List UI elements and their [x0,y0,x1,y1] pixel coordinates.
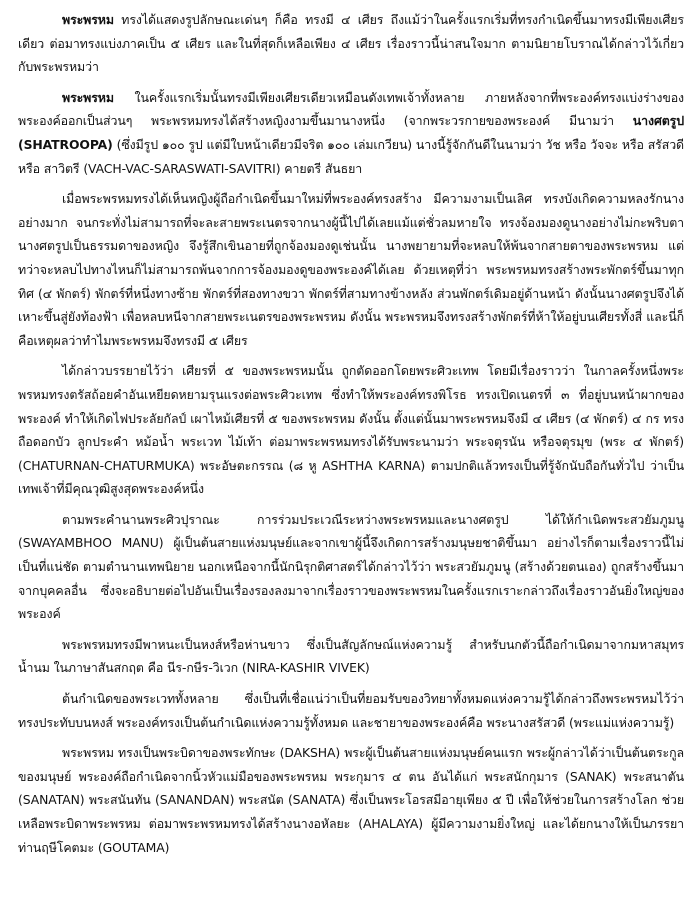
paragraph-8 [18,741,684,859]
paragraph-text: ทรงได้แสดงรูปลักษณะเด่นๆ ก็คือ ทรงมี ๔ เศียร ถึงแม้ว่าในครั้งแรกเริ่มที่ทรงกำเนิดขึ้นมาทรงมีเพียงเศียรเดียว ต่อมาทรงแบ่งภาคเป็น ๕ เศียร และในที่สุดก็เหลือเพียง ๔ เศียร เรื่องราวนี้น่าสนใจมาก ตามนิยายโบราณได้กล่าวไว้เกี่ยวกับพระพรหมว่า [18,12,684,75]
paragraph-text: ได้กล่าวบรรยายไว้ว่า เศียรที่ ๕ ของพระพรหมนั้น ถูกตัดออกโดยพระศิวะเทพ โดยมีเรื่องราวว่า ในกาลครั้งหนึ่งพระพรหมทรงตรัสถ้อยคำอันเหยียดหยามรุนแรงต่อพระศิวะเทพ ซึ่งทำให้พระองค์ทรงพิโรธ ทรงเปิดเนตรที่ ๓ ที่อยู่บนหน้าผากของพระองค์ ทำให้เกิดไฟประลัยกัลป์ เผาไหม้เศียรที่ ๕ ของพระพรหม ดังนั้น ตั้งแต่นั้นมาพระพรหมจึงมี ๔ เศียร (๔ พักตร์) ๔ กร ทรงถือดอกบัว ลูกประคำ หม้อน้ำ พระเวท ไม้เท้า ต่อมาพระพรหมทรงได้รับพระนามว่า พระจตุรนัน หรือจตุรมุข (พระ ๔ พักตร์) (CHATURNAN-CHATURMUKA) พระอัษตะกรรณ (๘ หู ASHTHA KARNA) ตามปกติแล้วทรงเป็นที่รู้จักนับถือกันทั่วไป ว่าเป็นเทพเจ้าที่มีคุณวุฒิสูงสุดพระองค์หนึ่ง [18,363,684,497]
bold-term: พระพรหม [62,12,114,27]
paragraph-text: ต้นกำเนิดของพระเวททั้งหลาย ซึ่งเป็นที่เชื่อแน่ว่าเป็นที่ยอมรับของวิทยาทั้งหมดแห่งความรู้ได้กล่าวถึงพระพรหมไว้ว่า ทรงประทับบนหงส์ พระองค์ทรงเป็นต้นกำเนิดแห่งความรู้ทั้งหมด และชายาของพระองค์คือ พระนางสรัสวดี (พระแม่แห่งความรู้) [18,691,684,730]
bold-term: พระพรหม [62,89,114,105]
bold-term-shatroopa: นางศตรูป (SHATROOPA) [18,113,684,152]
paragraph-text: พระพรหมทรงมีพาหนะเป็นหงส์หรือห่านขาว ซึ่งเป็นสัญลักษณ์แห่งความรู้ สำหรับนกตัวนี้ถือกำเนิดมาจากมหาสมุทรน้ำนม ในภาษาสันสกฤต คือ นีร-กษีร-วิเวก (NIRA-KASHIR VIVEK) [18,636,684,676]
paragraph-2 [18,86,684,180]
paragraph-text-continued: (ซึ่งมีรูป ๑๐๐ รูป แต่มีใบหน้าเดียวมีจริต ๑๐๐ เล่มเกวียน) นางนี้รู้จักกันดีในนามว่า วัช หรือ วัจจะ หรือ สรัสวดี หรือ สาวิตรี (VACH-VAC-SARASWATI-SAVITRI) คายตรี สันธยา [18,136,684,176]
paragraph-6 [18,633,684,680]
paragraph-7 [18,687,684,734]
paragraph-5 [18,508,684,626]
paragraph-1 [18,8,684,79]
paragraph-text: ตามพระคำนานพระศิวปุราณะ การร่วมประเวณีระหว่างพระพรหมและนางศตรูป ได้ให้กำเนิดพระสวยัมภูมนู (SWAYAMBHOO MANU) ผู้เป็นต้นสายแห่งมนุษย์และจากเขาผู้นี้จึงเกิดการสร้างมนุษยชาติขึ้นมา อย่างไรก็ตามเรื่องราวนี้ไม่เป็นที่แน่ชัด ตามตำนานเทพนิยาย นอกเหนือจากนี้นักนิรุกติศาสตร์ได้กล่าวไว้ว่า พระสวยัมภูมนู (สร้างด้วยตนเอง) ถูกสร้างขึ้นมาจากบุคคลอื่น ซึ่งจะอธิบายต่อไปอันเป็นเรื่องรองลงมาจากเรื่องราวของพระพรหมในครั้งแรกเราะกล่าวถึงเรื่องราวอันยิ่งใหญ่ของพระองค์ [18,511,684,622]
paragraph-text: เมื่อพระพรหมทรงได้เห็นหญิงผู้ถือกำเนิดขึ้นมาใหม่ที่พระองค์ทรงสร้าง มีความงามเป็นเลิศ ทรงบังเกิดความหลงรักนางอย่างมาก จนกระทั่งไม่สามารถที่จะละสายพระเนตรจากนางผู้นี้ไปได้เลยแม้แต่ชั่วลมหายใจ ทรงจ้องมองดูนางอย่างไม่กะพริบตา นางศตรูปเป็นธรรมดาของหญิง จึงรู้สึกเขินอายที่ถูกจ้องมองดูเช่นนั้น นางพยายามที่จะหลบให้พ้นจากสายตาของพระพรหม แต่ทว่าจะหลบไปทางไหนก็ไม่สามารถพ้นจากการจ้องมองดูของพระองค์ได้เลย ด้วยเหตุที่ว่า พระพรหมทรงสร้างพระพักตร์ขึ้นมาทุกทิศ (๔ พักตร์) พักตร์ที่หนึ่งทางซ้าย พักตร์ที่สองทางขวา พักตร์ที่สามทางข้างหลัง ส่วนพักตร์เดิมอยู่ด้านหน้า ดังนั้นนางศตรูปจึงได้เหาะขึ้นสู่ยังท้องฟ้า เพื่อหลบหนีจากสายพระเนตรของพระพรหม ดังนั้น พระพรหมจึงทรงสร้างพักตร์ที่ห้าให้อยู่บนเศียรทั้งสี่ และนี่ก็คือเหตุผลว่าทำไมพระพรหมจึงทรงมี ๕ เศียร [18,191,684,348]
paragraph-3 [18,187,684,352]
paragraph-text: ในครั้งแรกเริ่มนั้นทรงมีเพียงเศียรเดียวเหมือนดังเทพเจ้าทั้งหลาย ภายหลังจากที่พระองค์ทรงแบ่งร่างของพระองค์ออกเป็นส่วนๆ พระพรหมทรงได้สร้างหญิงงามขึ้นมานางหนึ่ง (จากพระวรกายของพระองค์ มีนามว่า [18,89,684,129]
paragraph-4 [18,359,684,501]
paragraph-text: พระพรหม ทรงเป็นพระบิดาของพระทักษะ (DAKSHA) พระผู้เป็นต้นสายแห่งมนุษย์คนแรก พระผู้กล่าวได้ว่าเป็นต้นตระกูลของมนุษย์ พระองค์ถือกำเนิดจากนิ้วหัวแม่มือของพระพรหม พระกุมาร ๔ ตน อันได้แก่ พระสนักกุมาร (SANAK) พระสนาตัน (SANATAN) พระสนันทัน (SANANDAN) พระสนัต (SANATA) ซึ่งเป็นพระโอรสมีอายุเพียง ๕ ปี เพื่อให้ช่วยในการสร้างโลก ช่วยเหลือพระบิดาพระพรหม ต่อมาพระพรหมทรงได้สร้างนางอหัลยะ (AHALAYA) ผู้มีความงามยิ่งใหญ่ และได้ยกนางให้เป็นภรรยาท่านฤษีโคตมะ (GOUTAMA) [18,745,684,855]
